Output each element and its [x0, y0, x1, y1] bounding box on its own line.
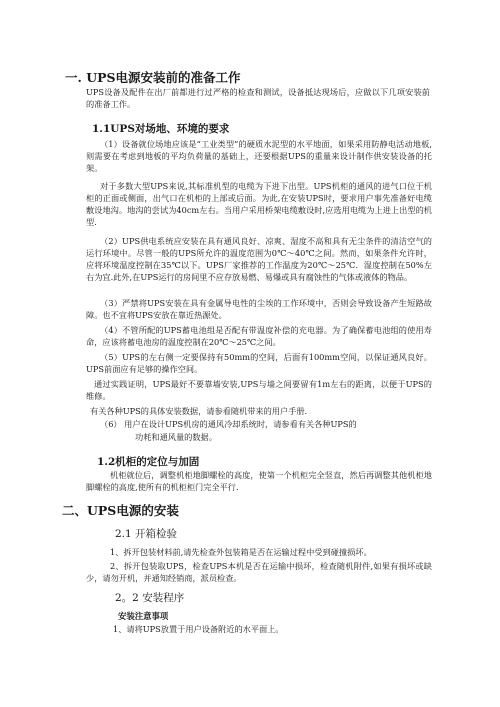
paragraph-2-1-2: 2、拆开包装取UPS，检查UPS本机是否在运输中损坏，检查随机附件,如果有损坏或缺少，请勿开机，并通知经销商，派员检查。	[86, 561, 432, 583]
installation-notes-label: 安装注意事项	[118, 611, 169, 621]
paragraph-1-2-1: 机柜就位后，调整机柜地脚螺栓的高度，使第一个机柜完全竖直，然后再调整其他机柜地脚螺栓的高度,使所有的机柜柜门完全平行.	[86, 470, 432, 492]
paragraph-1-1-9-line-2: 功耗和通风量的数据。	[135, 432, 217, 442]
subsection-1-1-heading: 1.1UPS对场地、环境的要求	[92, 123, 230, 135]
paragraph-1-1-1: （1）设备就位场地应该是“工业类型”的硬质水泥型的水平地面，如果采用防静电活动地板,则需要在考虑到地板的平均负荷量的基础上，还要根据UPS的重量来设计制作供安装设备的托架。	[86, 139, 432, 173]
paragraph-1-1-9-line-1: （6） 用户在设计UPS机房的通风冷却系统时，请参看有关各种UPS的	[100, 419, 357, 429]
paragraph-2-2-1: 1、请将UPS放置于用户设备附近的水平面上。	[113, 624, 284, 634]
paragraph-2-1-1: 1、拆开包装材料前,请先检查外包装箱是否在运输过程中受到碰撞损坏。	[110, 547, 372, 557]
section-1-intro: UPS设备及配件在出厂前都进行过严格的检查和测试，设备抵达现场后，应做以下几项安装前的准备工作。	[86, 87, 430, 109]
paragraph-1-1-7: 通过实践证明，UPS最好不要靠墙安装,UPS与墙之间要留有1m左右的距离，以便于UPS的维修。	[86, 379, 432, 401]
subsection-2-1-heading: 2.1 开箱检验	[115, 528, 178, 540]
section-2-heading: 二、UPS电源的安装	[62, 503, 179, 518]
paragraph-1-1-4: （3）严禁将UPS安装在具有金属导电性的尘埃的工作环境中，否则会导致设备产生短路故障。也不宜将UPS安放在靠近热源处。	[86, 298, 432, 320]
section-1-heading: 一. UPS电源安装前的准备工作	[65, 70, 241, 85]
paragraph-1-1-5: （4）不管所配的UPS蓄电池组是否配有带温度补偿的充电器。为了确保蓄电池组的使用寿命，应该将蓄电池房的温度控制在20℃～25℃之间。	[86, 325, 432, 347]
subsection-2-2-heading: 2。2 安装程序	[115, 592, 185, 604]
paragraph-1-1-8: 有关各种UPS的具体安装数据，请参看随机带来的用户手册.	[90, 406, 308, 416]
paragraph-1-1-2: 对于多数大型UPS来说,其标准机型的电缆为下进下出型。UPS机柜的通风的进气口位于机柜的正面或侧面，出气口在机柜的上部或后面。为此,在安装UPS时，要求用户事先准备好电缆敷设地沟。地沟的尝试为40cm左右。当用户采用桥架电缆敷设时,应选用电缆为上进上出型的机型.	[86, 181, 432, 227]
paragraph-1-1-3: （2）UPS供电系统应安装在具有通风良好、凉爽、湿度不高和具有无尘条件的清洁空气的运行环境中。尽管一般的UPS所允许的温度范围为0℃～40℃之间。然而，如果条件允许时，应将环境温度控制在35℃以下。UPS厂家推荐的工作温度为20℃～25℃．湿度控制在50%左右为宜.此外,在UPS运行的房间里不应存放易燃、易爆或具有腐蚀性的气体或液体的物品。	[86, 236, 432, 282]
subsection-1-2-heading: 1.2机柜的定位与加固	[97, 456, 200, 468]
paragraph-1-1-6: （5）UPS的左右侧一定要保持有50mm的空间，后面有100mm空间，以保证通风良好。UPS前面应有足够的操作空间。	[86, 352, 432, 374]
